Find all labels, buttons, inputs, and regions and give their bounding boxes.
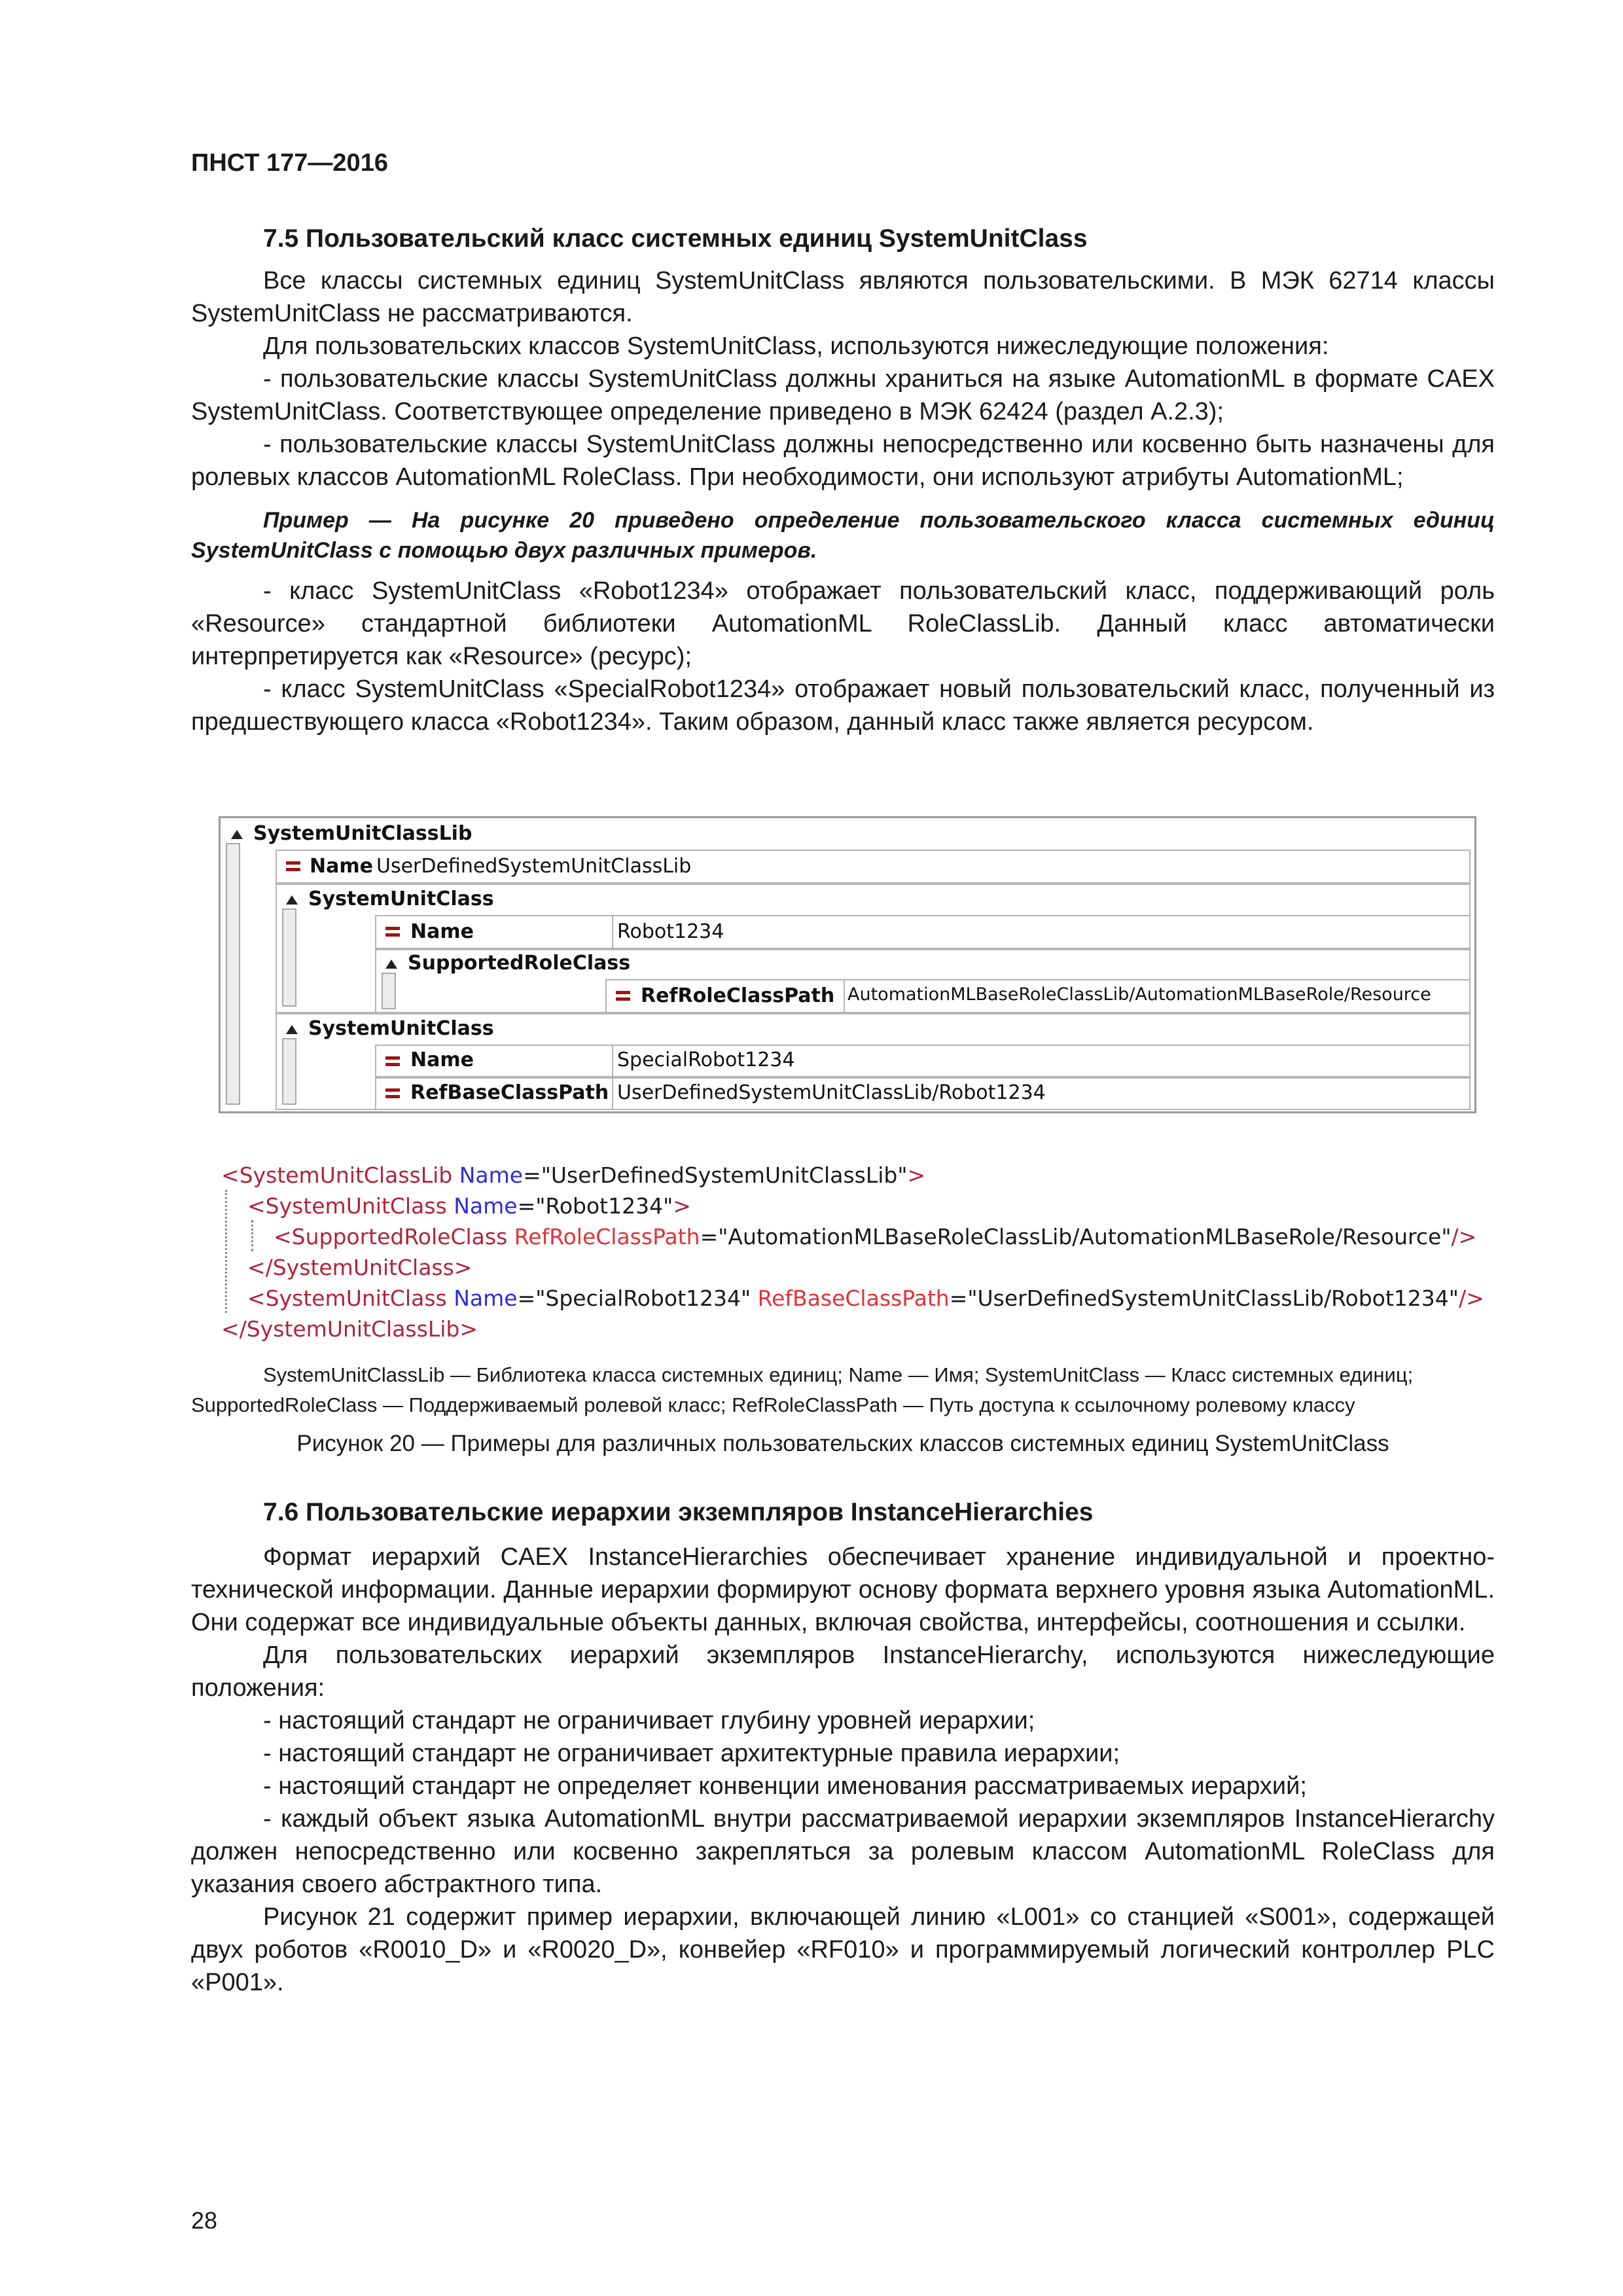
- collapse-arrow-icon[interactable]: [231, 830, 243, 839]
- xml-line: [221, 1283, 1484, 1314]
- xml-value: ="UserDefinedSystemUnitClassLib/Robot1234": [949, 1285, 1459, 1311]
- xml-line: [221, 1314, 1484, 1344]
- attribute-label: Name: [410, 920, 474, 943]
- indent-guide: [225, 1190, 227, 1313]
- xml-line: [221, 1252, 1484, 1283]
- list-item: - настоящий стандарт не определяет конвенции именования рассматриваемых иерархий;: [263, 1772, 1307, 1800]
- section-7-5: [191, 223, 1495, 738]
- list-item: - настоящий стандарт не ограничивает глубину уровней иерархии;: [263, 1707, 1035, 1734]
- xml-value: ="AutomationMLBaseRoleClassLib/AutomationMLBaseRole/Resource": [700, 1224, 1452, 1249]
- example-note: Пример — На рисунке 20 приведено определение пользовательского класса системных единиц SystemUnitClass с помощью двух различных примеров.: [191, 508, 1495, 563]
- section-7-6-heading: 7.6 Пользовательские иерархии экземпляров InstanceHierarchies: [263, 1498, 1094, 1526]
- tree-scrollbar[interactable]: [282, 1038, 296, 1105]
- xml-value: ="UserDefinedSystemUnitClassLib": [523, 1162, 908, 1188]
- figure-caption: Рисунок 20 — Примеры для различных пользовательских классов системных единиц SystemUnitClass: [296, 1431, 1389, 1456]
- tree-node-systemunitclass[interactable]: SystemUnitClass: [308, 888, 494, 910]
- xml-attribute: RefBaseClassPath: [751, 1285, 950, 1311]
- xml-tag: />: [1458, 1285, 1484, 1311]
- xml-tag: />: [1451, 1224, 1477, 1249]
- attribute-label: RefRoleClassPath: [641, 984, 835, 1007]
- xml-tag: <SupportedRoleClass: [274, 1224, 508, 1249]
- list-item: - настоящий стандарт не ограничивает архитектурные правила иерархии;: [263, 1740, 1120, 1767]
- paragraph: Для пользовательских классов SystemUnitClass, используются нижеследующие положения:: [263, 332, 1329, 360]
- tree-node-systemunitclass[interactable]: SystemUnitClass: [308, 1017, 494, 1040]
- section-7-6: [191, 1496, 1495, 1999]
- xml-line: [221, 1221, 1484, 1252]
- attribute-label: RefBaseClassPath: [410, 1081, 609, 1104]
- paragraph: Формат иерархий CAEX InstanceHierarchies обеспечивает хранение индивидуальной и проектно-технической информации. Данные иерархии формируют основу формата верхнего уровня языка AutomationML. Они содержат все индивидуальные объекты данных, включая свойства, интерфейсы, соотношения и ссылки.: [191, 1543, 1495, 1636]
- list-item: - класс SystemUnitClass «Robot1234» отображает пользовательский класс, поддерживающий роль «Resource» стандартной библиотеки AutomationML RoleClassLib. Данный класс автоматически интерпретируется как «Resource» (ресурс);: [191, 577, 1495, 670]
- xml-attribute: Name: [446, 1193, 518, 1219]
- legend-line: SupportedRoleClass — Поддерживаемый ролевой класс; RefRoleClassPath — Путь доступа к ссылочному ролевому классу: [191, 1393, 1355, 1416]
- attribute-icon: [385, 927, 400, 937]
- paragraph: Рисунок 21 содержит пример иерархии, включающей линию «L001» со станцией «S001», содержащей двух роботов «R0010_D» и «R0020_D», конвейер «RF010» и программируемый логический контроллер PLC «P001».: [191, 1903, 1495, 1996]
- attribute-label: Name: [310, 855, 373, 878]
- figure-legend: [191, 1360, 1495, 1420]
- paragraph: Для пользовательских иерархий экземпляров InstanceHierarchy, используются нижеследующие положения:: [191, 1641, 1495, 1702]
- attribute-value[interactable]: Robot1234: [617, 920, 724, 943]
- list-item: - пользовательские классы SystemUnitClass должны храниться на языке AutomationML в формате CAEX SystemUnitClass. Соответствующее определение приведено в МЭК 62424 (раздел А.2.3);: [191, 365, 1495, 425]
- attribute-value[interactable]: SpecialRobot1234: [617, 1049, 795, 1071]
- page-number: 28: [191, 2207, 218, 2234]
- xml-attribute: Name: [446, 1285, 518, 1311]
- xml-attribute: Name: [452, 1162, 524, 1188]
- tree-scrollbar[interactable]: [226, 843, 240, 1105]
- attribute-icon: [286, 861, 300, 872]
- xml-attribute: RefRoleClassPath: [507, 1224, 700, 1249]
- xml-tag: >: [907, 1162, 926, 1188]
- xml-tag: <SystemUnitClassLib: [221, 1162, 453, 1188]
- xml-tag: <SystemUnitClass: [247, 1193, 447, 1219]
- attribute-value[interactable]: AutomationMLBaseRoleClassLib/AutomationMLBaseRole/Resource: [847, 984, 1431, 1005]
- paragraph: Все классы системных единиц SystemUnitClass являются пользовательскими. В МЭК 62714 классы SystemUnitClass не рассматриваются.: [191, 267, 1495, 327]
- attribute-icon: [616, 991, 630, 1001]
- xml-value: ="Robot1234": [517, 1193, 673, 1219]
- collapse-arrow-icon[interactable]: [385, 960, 397, 969]
- tree-node-systemunitclasslib[interactable]: SystemUnitClassLib: [253, 822, 473, 845]
- attribute-value[interactable]: UserDefinedSystemUnitClassLib: [376, 855, 692, 878]
- xml-value: ="SpecialRobot1234": [517, 1285, 751, 1311]
- list-item: - каждый объект языка AutomationML внутри рассматриваемой иерархии экземпляров InstanceHierarchy должен непосредственно или косвенно закрепляться за ролевым классом AutomationML RoleClass для указания своего абстрактного типа.: [191, 1805, 1495, 1898]
- tree-node-supportedroleclass[interactable]: SupportedRoleClass: [408, 952, 631, 975]
- caex-tree-view: [219, 816, 1476, 1113]
- xml-tag: </SystemUnitClassLib>: [221, 1316, 478, 1342]
- legend-line: SystemUnitClassLib — Библиотека класса системных единиц; Name — Имя; SystemUnitClass — Класс системных единиц;: [263, 1363, 1414, 1386]
- collapse-arrow-icon[interactable]: [286, 895, 298, 905]
- document-header: ПНСТ 177—2016: [191, 149, 388, 177]
- attribute-value[interactable]: UserDefinedSystemUnitClassLib/Robot1234: [617, 1081, 1046, 1104]
- attribute-icon: [385, 1088, 400, 1099]
- xml-tag: >: [673, 1193, 691, 1219]
- xml-code-listing: [221, 1160, 1484, 1344]
- list-item: - пользовательские классы SystemUnitClass должны непосредственно или косвенно быть назначены для ролевых классов AutomationML RoleClass. При необходимости, они используют атрибуты AutomationML;: [191, 431, 1495, 491]
- attribute-icon: [385, 1056, 400, 1067]
- indent-guide: [251, 1220, 253, 1251]
- xml-line: [221, 1191, 1484, 1221]
- section-7-5-heading: 7.5 Пользовательский класс системных единиц SystemUnitClass: [263, 224, 1088, 253]
- xml-line: [221, 1160, 1484, 1191]
- value-cell: [612, 915, 1471, 949]
- tree-scrollbar[interactable]: [382, 973, 396, 1009]
- tree-scrollbar[interactable]: [282, 908, 296, 1007]
- collapse-arrow-icon[interactable]: [286, 1025, 298, 1034]
- list-item: - класс SystemUnitClass «SpecialRobot1234» отображает новый пользовательский класс, полученный из предшествующего класса «Robot1234». Таким образом, данный класс также является ресурсом.: [191, 675, 1495, 736]
- xml-tag: <SystemUnitClass: [247, 1285, 447, 1311]
- attribute-label: Name: [410, 1049, 474, 1071]
- xml-tag: </SystemUnitClass>: [247, 1255, 473, 1280]
